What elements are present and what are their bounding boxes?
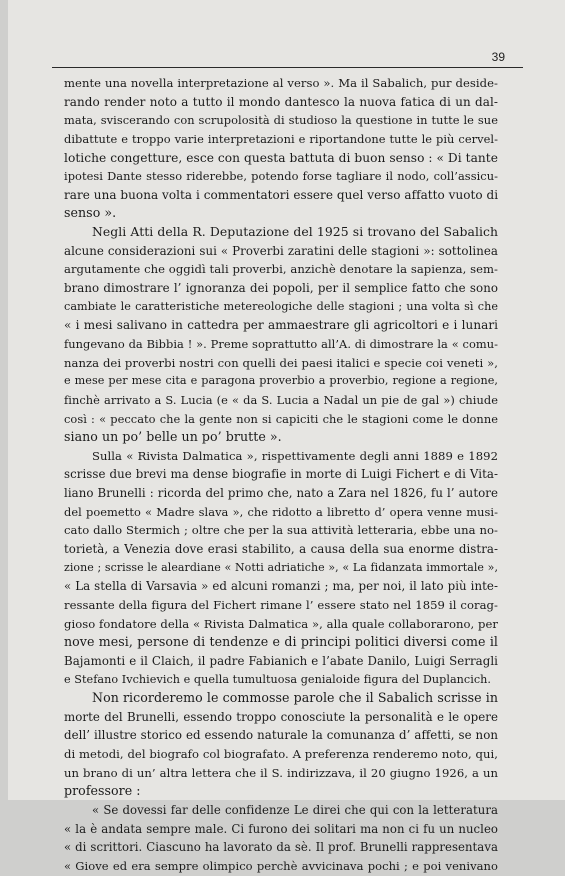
text-line: « di scrittori. Ciascuno ha lavorato da sè. Il prof. Brunelli rappresentava bbox=[64, 840, 498, 855]
text-line: professore : bbox=[64, 783, 141, 799]
text-line: Non ricorderemo le commosse parole che il Sabalich scrisse in bbox=[92, 690, 498, 706]
book-page bbox=[8, 0, 565, 873]
text-line: fungevano da Bibbia ! ». Preme soprattutto all’A. di dimostrare la « comu- bbox=[64, 336, 498, 351]
body-text bbox=[64, 74, 498, 876]
text-line: nove mesi, persone di tendenze e di principi politici diversi come il bbox=[64, 634, 498, 650]
text-line: mente una novella interpretazione al verso ». Ma il Sabalich, pur deside- bbox=[64, 76, 498, 90]
text-line: gioso fondatore della « Rivista Dalmatica », alla quale collaborarono, per bbox=[64, 616, 498, 631]
text-line: dell’ illustre storico ed essendo naturale la comunanza d’ affetti, se non bbox=[64, 728, 498, 743]
text-line: e Stefano Ivchievich e quella tumultuosa genialoide figura del Duplancich. bbox=[64, 672, 492, 686]
text-line: Sulla « Rivista Dalmatica », rispettivamente degli anni 1889 e 1892 bbox=[92, 448, 498, 463]
text-line: dibattute e troppo varie interpretazioni e riportandone tutte le più cervel- bbox=[64, 131, 498, 146]
text-line: così : « peccato che la gente non si capiciti che le stagioni come le donne bbox=[64, 411, 498, 426]
text-line: scrisse due brevi ma dense biografie in morte di Luigi Fichert e di Vita- bbox=[64, 467, 498, 482]
text-line: Bajamonti e il Claich, il padre Fabianich e l’abate Danilo, Luigi Serragli bbox=[64, 653, 498, 668]
text-line: nanza dei proverbi nostri con quelli dei paesi italici e specie coi veneti », bbox=[64, 355, 498, 370]
text-line: torietà, a Venezia dove erasi stabilito, a causa della sua enorme distra- bbox=[64, 542, 498, 557]
text-line: cambiate le caratteristiche metereologiche delle stagioni ; una volta sì che bbox=[64, 299, 498, 313]
text-line: argutamente che oggidì tali proverbi, anzichè denotare la sapienza, sem- bbox=[64, 262, 498, 277]
text-line: mata, sviscerando con scrupolosità di studioso la questione in tutte le sue bbox=[64, 113, 498, 128]
text-line: rando render noto a tutto il mondo dantesco la nuova fatica di un dal- bbox=[64, 94, 498, 109]
text-line: « i mesi salivano in cattedra per ammaestrare gli agricoltori e i lunari bbox=[64, 318, 498, 333]
text-line: « la è andata sempre male. Ci furono dei solitari ma non ci fu un nucleo bbox=[64, 821, 498, 836]
text-line: Negli Atti della R. Deputazione del 1925 si trovano del Sabalich bbox=[92, 224, 498, 240]
text-line: di metodi, del biografo col biografato. A preferenza renderemo noto, qui, bbox=[64, 747, 498, 762]
text-line: ressante della figura del Fichert rimane l’ essere stato nel 1859 il corag- bbox=[64, 597, 498, 612]
header-rule bbox=[52, 67, 523, 68]
text-line: un brano di un’ altra lettera che il S. indirizzava, il 20 giugno 1926, a un bbox=[64, 765, 498, 780]
text-line: morte del Brunelli, essendo troppo conosciute la personalità e le opere bbox=[64, 709, 498, 724]
page-number: 39 bbox=[491, 50, 505, 64]
text-line: senso ». bbox=[64, 205, 117, 221]
text-line: del poemetto « Madre slava », che ridotto a libretto d’ opera venne musi- bbox=[64, 504, 498, 519]
text-line: rare una buona volta i commentatori essere quel verso affatto vuoto di bbox=[64, 187, 499, 202]
text-line: e mese per mese cita e paragona proverbio a proverbio, regione a regione, bbox=[64, 374, 498, 388]
text-line: zione ; scrisse le aleardiane « Notti adriatiche », « La fidanzata immortale », bbox=[64, 560, 498, 574]
text-line: « Giove ed era sempre olimpico perchè avvicinava pochi ; e poi venivano bbox=[64, 858, 498, 873]
text-line: finchè arrivato a S. Lucia (e « da S. Lucia a Nadal un pie de gal ») chiude bbox=[64, 392, 498, 407]
text-line: ipotesi Dante stesso riderebbe, potendo forse tagliare il nodo, coll’assicu- bbox=[64, 169, 498, 184]
text-line: lotiche congetture, esce con questa battuta di buon senso : « Di tante bbox=[64, 150, 498, 165]
text-line: alcune considerazioni sui « Proverbi zaratini delle stagioni »: sottolinea bbox=[64, 243, 498, 258]
text-line: siano un po’ belle un po’ brutte ». bbox=[64, 429, 282, 445]
text-line: liano Brunelli : ricorda del primo che, nato a Zara nel 1826, fu l’ autore bbox=[64, 486, 498, 501]
text-line: « La stella di Varsavia » ed alcuni romanzi ; ma, per noi, il lato più inte- bbox=[64, 579, 498, 594]
text-line: « Se dovessi far delle confidenze Le direi che qui con la letteratura bbox=[92, 802, 498, 817]
text-line: cato dallo Stermich ; oltre che per la sua attività letteraria, ebbe una no- bbox=[64, 523, 498, 538]
text-line: brano dimostrare l’ ignoranza dei popoli, per il semplice fatto che sono bbox=[64, 281, 498, 296]
